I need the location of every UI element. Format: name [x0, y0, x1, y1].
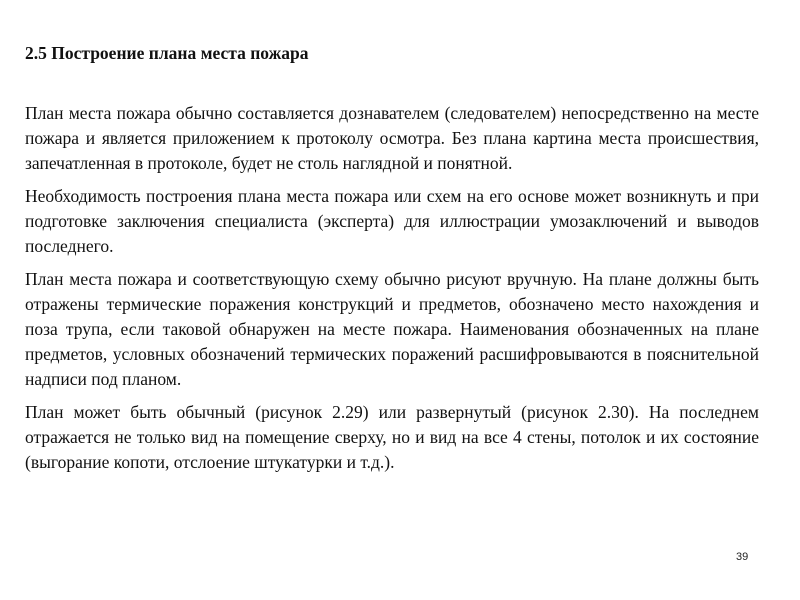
page-number: 39 [736, 551, 749, 563]
paragraph-3: План места пожара и соответствующую схему обычно рисуют вручную. На плане должны быть отражены термические поражения конструкций и предметов, обозначено место нахождения и поза трупа, если таковой обнаружен на месте пожара. Наименования обозначенных на плане предметов, условных обозначений термических поражений расшифровываются в пояснительной надписи под планом. [25, 269, 759, 389]
paragraph-1: План места пожара обычно составляется дознавателем (следователем) непосредственно на месте пожара и является приложением к протоколу осмотра. Без плана картина места происшествия, запечатленная в протоколе, будет не столь наглядной и понятной. [25, 103, 759, 173]
paragraph-2: Необходимость построения плана места пожара или схем на его основе может возникнуть и при подготовке заключения специалиста (эксперта) для иллюстрации умозаключений и выводов последнего. [25, 186, 759, 256]
paragraph-4: План может быть обычный (рисунок 2.29) или развернутый (рисунок 2.30). На последнем отражается не только вид на помещение сверху, но и вид на все 4 стены, потолок и их состояние (выгорание копоти, отслоение штукатурки и т.д.). [25, 402, 759, 472]
text-body [25, 101, 759, 483]
section-heading: 2.5 Построение плана места пожара [25, 43, 309, 63]
